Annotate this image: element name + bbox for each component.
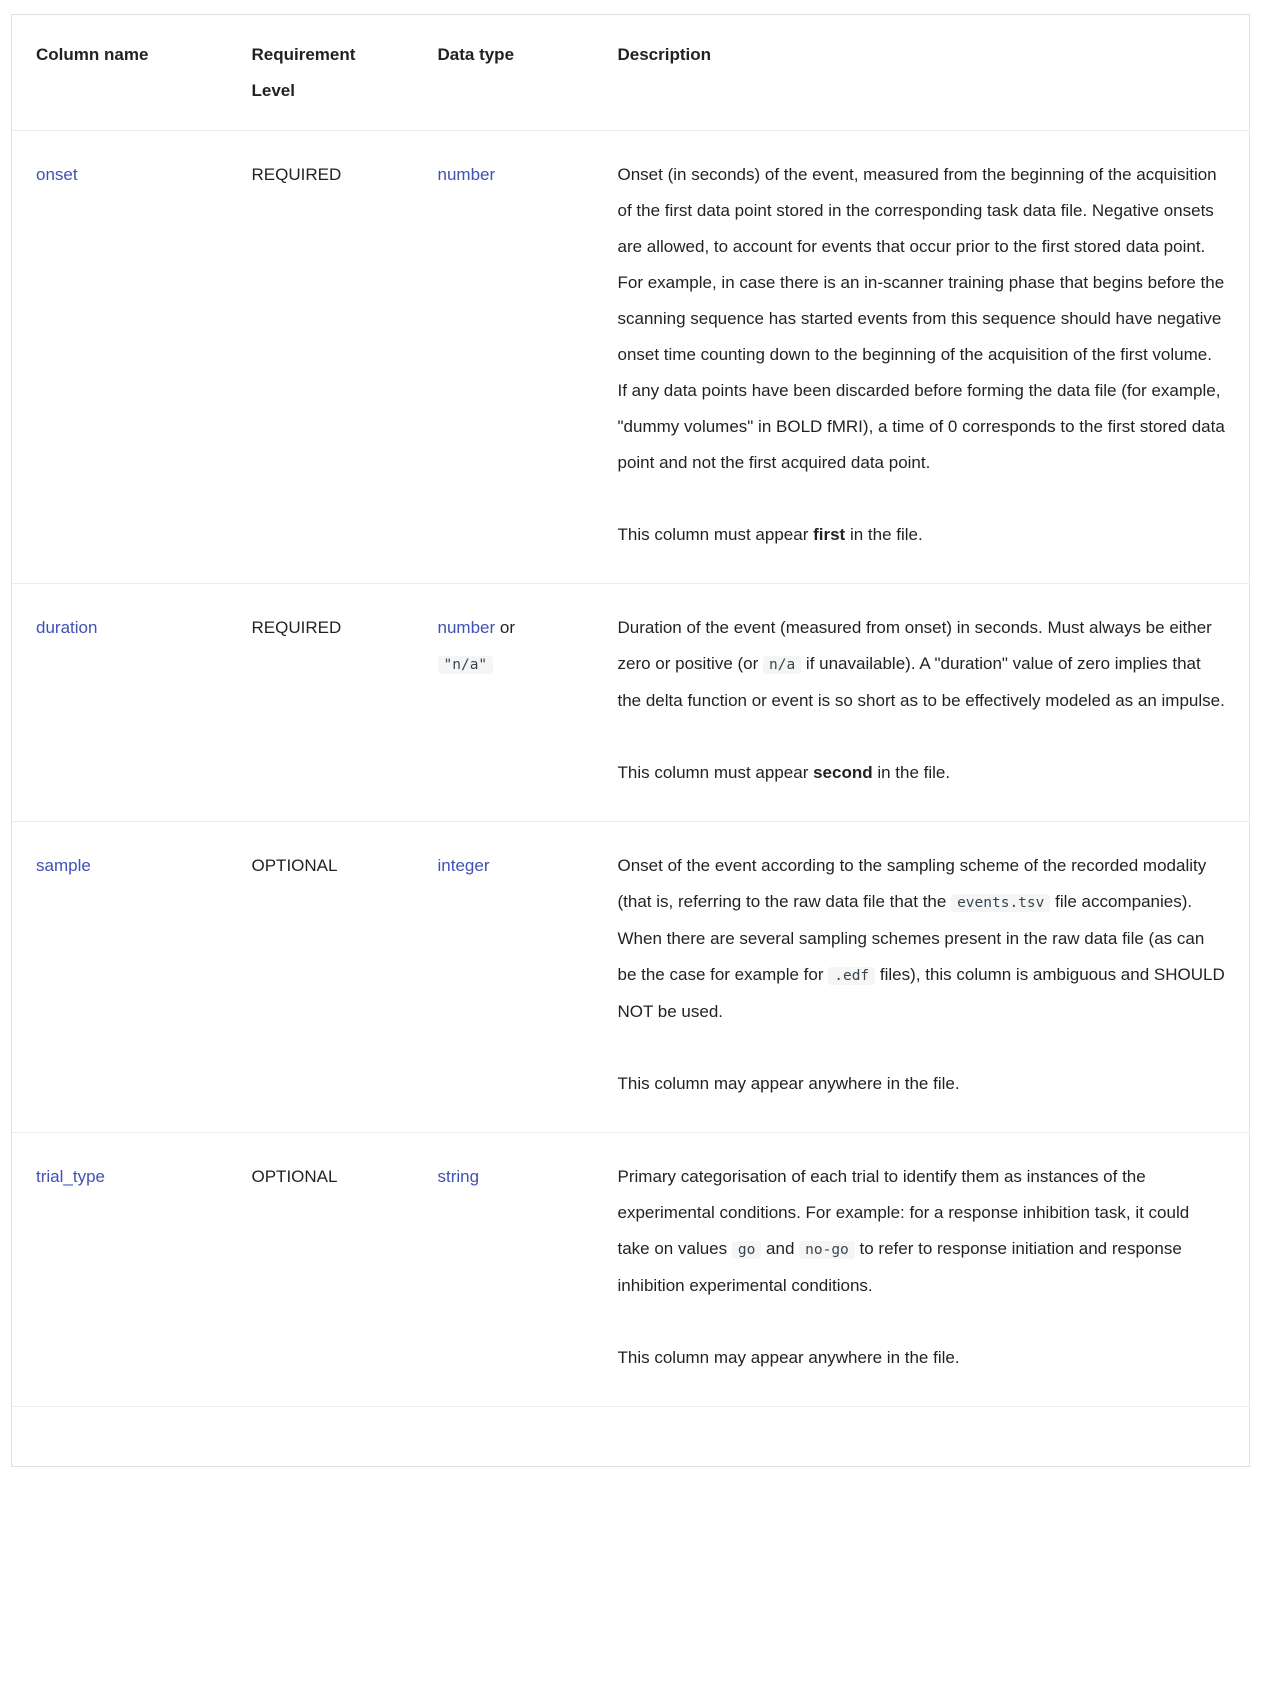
- table-row-sample: [12, 822, 1250, 1133]
- duration-description-text: [618, 610, 1226, 719]
- onset-datatype-cell: [414, 131, 594, 584]
- header-row: [12, 15, 1250, 131]
- trial-type-description-cell: [594, 1133, 1250, 1407]
- events-columns-table: [11, 14, 1250, 1467]
- description-segment: files), this column is ambiguous and SHOULD NOT be used.: [617, 965, 1225, 1021]
- trial-type-name-cell: [12, 1133, 228, 1407]
- onset-description-cell: [594, 131, 1250, 584]
- appear-prefix: This column must appear: [617, 763, 814, 782]
- appear-emphasis: second: [813, 763, 873, 782]
- description-segment: Primary categorisation of each trial to identify them as instances of the experimental conditions. For example: for a response inhibition task, it could take on values: [617, 1167, 1190, 1258]
- sample-description-text: [618, 848, 1226, 1030]
- sample-appearance-note: [618, 1066, 1226, 1102]
- sample-name-cell: [12, 822, 228, 1133]
- onset-appearance-note: [618, 517, 1226, 553]
- onset-link[interactable]: onset: [36, 165, 78, 184]
- trial-type-requirement: OPTIONAL: [228, 1133, 414, 1407]
- next-row-partial-cell: [12, 1407, 1250, 1467]
- events-tsv-code-chip: events.tsv: [951, 894, 1050, 912]
- appear-prefix: This column may appear anywhere in the file.: [617, 1074, 960, 1093]
- onset-description-text: [618, 157, 1226, 481]
- sample-description-cell: [594, 822, 1250, 1133]
- onset-name-cell: [12, 131, 228, 584]
- duration-link[interactable]: duration: [36, 618, 98, 637]
- number-type-link[interactable]: number: [437, 618, 496, 637]
- na-code-chip: n/a: [763, 656, 801, 674]
- edf-code-chip: .edf: [828, 967, 875, 985]
- description-segment: and: [761, 1239, 800, 1258]
- description-segment: file accompanies). When there are several sampling schemes present in the raw data file (as can be the case for example for: [617, 892, 1205, 984]
- trial-type-link[interactable]: trial_type: [36, 1167, 105, 1186]
- description-segment: Onset (in seconds) of the event, measured from the beginning of the acquisition of the first data point stored in the corresponding task data file. Negative onsets are allowed, to account for events that occur prior to the first stored data point. For example, in case there is an in-scanner training phase that begins before the scanning sequence has started events from this sequence should have negative onset time counting down to the beginning of the acquisition of the first volume.: [617, 165, 1225, 364]
- na-code-chip: "n/a": [438, 656, 494, 674]
- duration-requirement: REQUIRED: [228, 584, 414, 822]
- duration-datatype-cell: [414, 584, 594, 822]
- string-type-link[interactable]: string: [437, 1167, 480, 1186]
- duration-appearance-note: [618, 755, 1226, 791]
- table-row-trial-type: [12, 1133, 1250, 1407]
- go-code-chip: go: [732, 1241, 761, 1259]
- sample-link[interactable]: sample: [36, 856, 91, 875]
- integer-type-link[interactable]: integer: [437, 856, 490, 875]
- header-column-name: Column name: [12, 15, 228, 131]
- description-segment: Duration of the event (measured from onset) in seconds. Must always be either zero or positive (or: [617, 618, 1212, 673]
- sample-datatype-cell: [414, 822, 594, 1133]
- header-data-type: Data type: [414, 15, 594, 131]
- number-type-link[interactable]: number: [437, 165, 496, 184]
- description-segment: to refer to response initiation and response inhibition experimental conditions.: [617, 1239, 1182, 1295]
- duration-name-cell: [12, 584, 228, 822]
- trial-type-datatype-cell: [414, 1133, 594, 1407]
- appear-suffix: in the file.: [872, 763, 951, 782]
- appear-prefix: This column may appear anywhere in the file.: [617, 1348, 960, 1367]
- appear-emphasis: first: [813, 525, 846, 544]
- table-row-onset: [12, 131, 1250, 584]
- no-go-code-chip: no-go: [799, 1241, 855, 1259]
- datatype-or-text: or: [495, 618, 515, 637]
- duration-description-cell: [594, 584, 1250, 822]
- onset-requirement: REQUIRED: [228, 131, 414, 584]
- appear-prefix: This column must appear: [617, 525, 814, 544]
- description-segment: Onset of the event according to the sampling scheme of the recorded modality (that is, referring to the raw data file that the: [617, 856, 1207, 911]
- next-row-partial: [12, 1407, 1250, 1467]
- table-row-duration: [12, 584, 1250, 822]
- appear-suffix: in the file.: [845, 525, 923, 544]
- sample-requirement: OPTIONAL: [228, 822, 414, 1133]
- trial-type-appearance-note: [618, 1340, 1226, 1376]
- header-description: Description: [594, 15, 1250, 131]
- header-requirement-level: Requirement Level: [228, 15, 414, 131]
- description-segment: if unavailable). A "duration" value of zero implies that the delta function or event is so short as to be effectively modeled as an impulse.: [617, 654, 1225, 710]
- description-segment: If any data points have been discarded before forming the data file (for example, "dummy volumes" in BOLD fMRI), a time of 0 corresponds to the first stored data point and not the first acquired data point.: [617, 381, 1225, 472]
- trial-type-description-text: [618, 1159, 1226, 1304]
